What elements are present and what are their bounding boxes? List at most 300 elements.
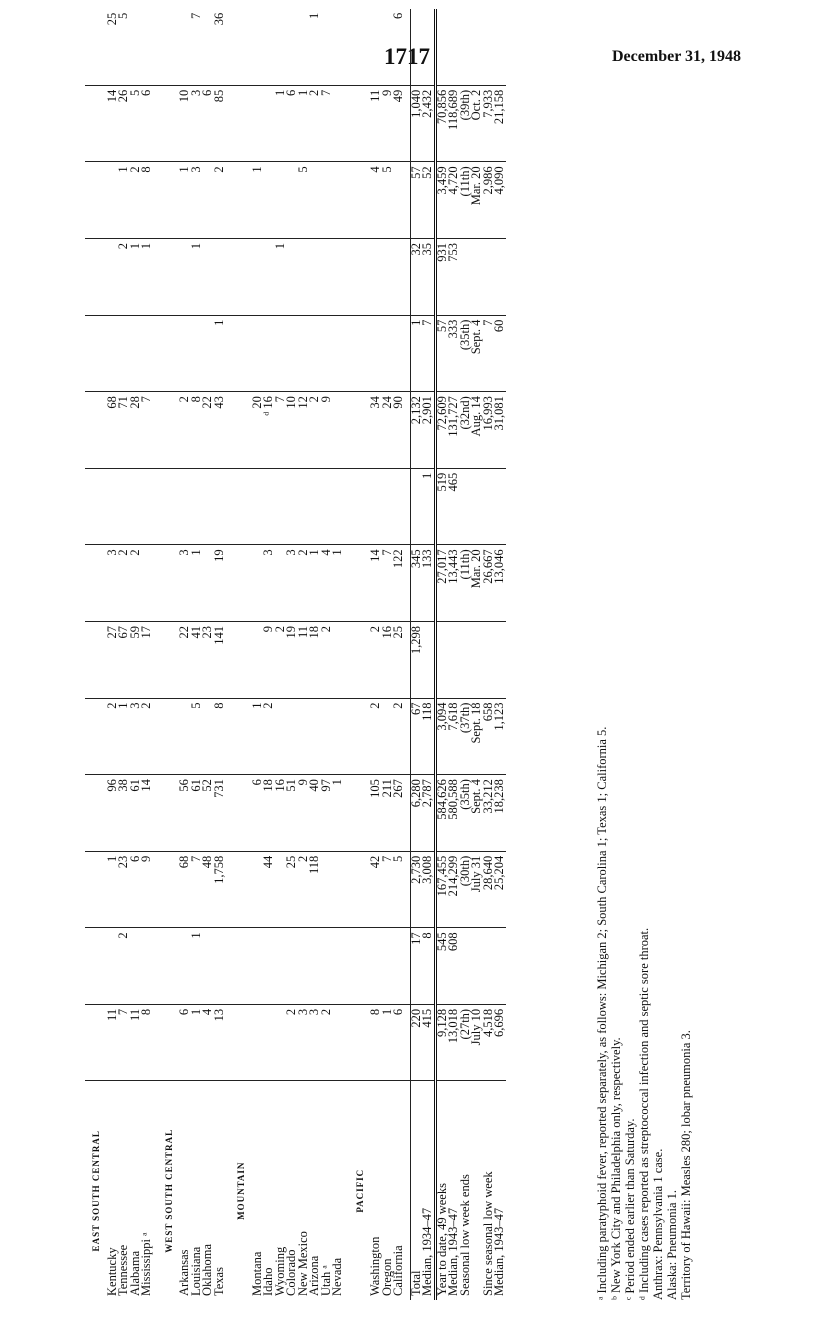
empty-cell [158, 621, 180, 698]
table-cell: 6 [252, 775, 264, 852]
table-cell [252, 238, 264, 315]
table-cell [370, 315, 382, 392]
empty-cell [230, 162, 252, 239]
table-cell: 71 [118, 392, 130, 469]
section-title: MOUNTAIN [236, 1161, 246, 1220]
table-cell: 1 [107, 851, 119, 928]
cumulative-row [471, 9, 483, 1300]
section-title: PACIFIC [354, 1168, 365, 1213]
empty-cell [85, 851, 107, 928]
row-label: Texas [211, 1267, 226, 1296]
table-cell: 70,856 [435, 85, 448, 162]
table-cell [483, 468, 495, 545]
table-cell [286, 698, 298, 775]
table-cell: Sept. 4 [471, 315, 483, 392]
table-cell [460, 468, 472, 545]
state-row [309, 9, 321, 1300]
table-cell [309, 928, 321, 1005]
state-row [286, 9, 298, 1300]
table-cell [130, 928, 142, 1005]
table-cell: 67 [410, 698, 422, 775]
table-cell: 20 [252, 392, 264, 469]
empty-cell [230, 315, 252, 392]
table-cell [275, 1004, 287, 1081]
table-cell: 1,040 [410, 85, 422, 162]
table-cell: 5 [298, 162, 310, 239]
table-cell [298, 928, 310, 1005]
table-cell: 16 [382, 621, 394, 698]
total-row [410, 9, 422, 1300]
table-cell: 12 [298, 392, 310, 469]
table-cell: 1 [191, 1004, 203, 1081]
table-cell: 23 [202, 621, 214, 698]
footnote: ᵇ New York City and Philadelphia only, respectively. [609, 1037, 623, 1300]
table-cell: 6 [141, 85, 153, 162]
section-header-row [158, 9, 180, 1300]
table-cell: 118 [422, 698, 435, 775]
table-cell [471, 238, 483, 315]
table-cell: 23 [118, 851, 130, 928]
row-label: Median, 1943–47 [492, 1207, 506, 1296]
table-cell [309, 238, 321, 315]
cumulative-row [483, 9, 495, 1300]
table-cell: 1 [410, 315, 422, 392]
table-cell: (35th) [460, 775, 472, 852]
table-cell: (39th) [460, 85, 472, 162]
table-cell: 6 [202, 85, 214, 162]
row-label: Since seasonal low week [480, 1171, 495, 1296]
empty-cell [158, 851, 180, 928]
empty-cell [349, 545, 371, 622]
table-cell: 3 [179, 545, 191, 622]
table-cell [286, 9, 298, 86]
table-cell: 1 [309, 9, 321, 86]
table-cell: 2 [321, 1004, 333, 1081]
table-cell [410, 468, 422, 545]
table-cell [252, 468, 264, 545]
row-label: California [391, 1245, 405, 1296]
table-cell: 11 [130, 1004, 142, 1081]
table-cell [309, 162, 321, 239]
table-cell: 25 [107, 9, 119, 86]
table-cell [460, 9, 472, 86]
table-cell [130, 468, 142, 545]
table-cell [483, 238, 495, 315]
table-cell [263, 9, 275, 86]
table-cell [202, 315, 214, 392]
table-cell [370, 9, 382, 86]
table-cell [202, 468, 214, 545]
total-row [422, 9, 435, 1300]
table-cell: 7,933 [483, 85, 495, 162]
table-cell [298, 468, 310, 545]
table-cell: 931 [435, 238, 448, 315]
row-label: Alabama [127, 1250, 142, 1296]
state-row [321, 9, 333, 1300]
table-cell: 5 [382, 162, 394, 239]
table-cell: 519 [435, 468, 448, 545]
table-cell: 4 [321, 545, 333, 622]
empty-cell [349, 851, 371, 928]
table-cell: 60 [494, 315, 506, 392]
table-cell [298, 238, 310, 315]
table-cell: 7 [275, 392, 287, 469]
table-cell: (37th) [460, 698, 472, 775]
table-cell: 2 [309, 85, 321, 162]
table-cell [191, 468, 203, 545]
table-cell: 26 [118, 85, 130, 162]
empty-cell [230, 621, 252, 698]
table-cell: 16 [275, 775, 287, 852]
empty-cell [158, 85, 180, 162]
table-cell: 2 [321, 621, 333, 698]
table-cell [332, 468, 344, 545]
table-cell: 40 [309, 775, 321, 852]
table-cell: 72,609 [435, 392, 448, 469]
table-cell: 2,901 [422, 392, 435, 469]
table-cell [483, 928, 495, 1005]
table-cell [214, 238, 226, 315]
table-cell [179, 468, 191, 545]
table-cell [321, 162, 333, 239]
table-cell [321, 698, 333, 775]
table-cell: 3 [130, 698, 142, 775]
table-cell: 33,212 [483, 775, 495, 852]
table-cell: 1 [191, 928, 203, 1005]
table-cell: 9 [298, 775, 310, 852]
table-cell: 18,238 [494, 775, 506, 852]
table-cell: 1 [382, 1004, 394, 1081]
footnote: ᶜ Period ended earlier than Saturday. [623, 1118, 637, 1300]
empty-cell [349, 928, 371, 1005]
table-cell [382, 9, 394, 86]
table-cell: 7 [483, 315, 495, 392]
empty-cell [230, 775, 252, 852]
table-cell: 4 [202, 1004, 214, 1081]
table-cell: 753 [448, 238, 460, 315]
table-cell: 17 [410, 928, 422, 1005]
state-row [107, 9, 119, 1300]
table-cell: 1,298 [410, 621, 422, 698]
table-cell: 465 [448, 468, 460, 545]
table-cell [422, 621, 435, 698]
table-cell: (32nd) [460, 392, 472, 469]
table-cell: 11 [298, 621, 310, 698]
table-cell [370, 928, 382, 1005]
table-cell [382, 315, 394, 392]
table-cell: 17 [141, 621, 153, 698]
table-cell [191, 315, 203, 392]
empty-cell [158, 775, 180, 852]
empty-cell [85, 162, 107, 239]
table-cell: 333 [448, 315, 460, 392]
table-cell: 9 [321, 392, 333, 469]
table-cell [252, 1004, 264, 1081]
table-cell [286, 315, 298, 392]
table-cell: 7 [382, 851, 394, 928]
state-row [382, 9, 394, 1300]
row-label: Kentucky [104, 1247, 119, 1296]
row-label: Median, 1943–47 [446, 1207, 460, 1296]
page-number: 1717 [384, 44, 430, 69]
table-cell: Mar. 20 [471, 545, 483, 622]
table-cell [179, 315, 191, 392]
table-cell [332, 238, 344, 315]
table-cell: 5 [191, 698, 203, 775]
table-cell [275, 928, 287, 1005]
row-label: Arkansas [177, 1249, 191, 1296]
table-cell: 32 [410, 238, 422, 315]
table-cell: 118,689 [448, 85, 460, 162]
table-cell [263, 162, 275, 239]
row-label: Montana [249, 1251, 264, 1296]
table-cell: 7 [141, 392, 153, 469]
table-cell [494, 9, 506, 86]
table-cell: 2 [214, 162, 226, 239]
table-cell [179, 928, 191, 1005]
table-cell: 22 [179, 621, 191, 698]
empty-cell [230, 392, 252, 469]
table-cell: 13,046 [494, 545, 506, 622]
table-cell: 6,280 [410, 775, 422, 852]
state-row [191, 9, 203, 1300]
table-cell: 24 [382, 392, 394, 469]
table-cell [393, 315, 405, 392]
empty-cell [158, 468, 180, 545]
table-cell [252, 928, 264, 1005]
row-label: Mississippi ᵃ [139, 1232, 153, 1296]
table-cell: 13,018 [448, 1004, 460, 1081]
table-cell: 1 [118, 698, 130, 775]
table-cell: 52 [202, 775, 214, 852]
table-cell [448, 621, 460, 698]
table-cell: 8 [214, 698, 226, 775]
empty-cell [230, 928, 252, 1005]
table-cell [382, 468, 394, 545]
table-cell: 2 [263, 698, 275, 775]
table-cell [435, 9, 448, 86]
table-cell: 4 [370, 162, 382, 239]
table-cell: 2,132 [410, 392, 422, 469]
empty-cell [158, 315, 180, 392]
page-date: December 31, 1948 [612, 48, 741, 65]
cumulative-row [435, 9, 448, 1300]
table-cell: 122 [393, 545, 405, 622]
table-cell [382, 928, 394, 1005]
table-cell: 7 [118, 1004, 130, 1081]
table-cell [332, 9, 344, 86]
table-cell [382, 238, 394, 315]
state-row [263, 9, 275, 1300]
table-cell [252, 85, 264, 162]
table-cell: ᵈ 16 [263, 392, 275, 469]
table-cell: 2 [370, 698, 382, 775]
table-cell [118, 468, 130, 545]
table-cell: 9 [141, 851, 153, 928]
table-cell: 2 [179, 392, 191, 469]
table-cell: 31,081 [494, 392, 506, 469]
table-cell [252, 315, 264, 392]
empty-cell [230, 545, 252, 622]
table-cell: 141 [214, 621, 226, 698]
table-cell [332, 85, 344, 162]
table-cell: 26,667 [483, 545, 495, 622]
table-cell: 2 [393, 698, 405, 775]
footnote: ᵈ Including cases reported as streptococcal infection and septic sore throat. [637, 927, 651, 1300]
table-cell [275, 545, 287, 622]
table-cell: 8 [370, 1004, 382, 1081]
table-cell: 4,720 [448, 162, 460, 239]
state-row [118, 9, 130, 1300]
table-cell: 545 [435, 928, 448, 1005]
table-cell: 5 [130, 85, 142, 162]
table-cell: 1 [214, 315, 226, 392]
table-cell: 6 [393, 9, 405, 86]
empty-cell [349, 162, 371, 239]
table-cell [252, 9, 264, 86]
table-cell: 57 [410, 162, 422, 239]
table-cell: 22 [202, 392, 214, 469]
table-cell: 1,758 [214, 851, 226, 928]
table-cell: 1 [191, 238, 203, 315]
table-cell: 3 [107, 545, 119, 622]
empty-cell [158, 1004, 180, 1081]
empty-cell [85, 621, 107, 698]
table-cell: 43 [214, 392, 226, 469]
state-row [275, 9, 287, 1300]
section-header-row [230, 9, 252, 1300]
disease-table [85, 9, 506, 1300]
table-cell [393, 162, 405, 239]
table-cell [393, 468, 405, 545]
table-cell [483, 621, 495, 698]
table-cell: 6,696 [494, 1004, 506, 1081]
table-cell [309, 468, 321, 545]
table-cell: (11th) [460, 545, 472, 622]
table-cell [141, 9, 153, 86]
empty-cell [349, 392, 371, 469]
table-cell: 6 [286, 85, 298, 162]
table-cell: 44 [263, 851, 275, 928]
table-cell: 9,128 [435, 1004, 448, 1081]
row-label: Year to date, 49 weeks [435, 1081, 448, 1300]
table-cell: 59 [130, 621, 142, 698]
table-cell: 2 [286, 1004, 298, 1081]
table-cell [263, 238, 275, 315]
table-cell: (35th) [460, 315, 472, 392]
table-cell: 7 [382, 545, 394, 622]
table-cell: 3 [263, 545, 275, 622]
table-cell [141, 468, 153, 545]
table-cell: 27 [107, 621, 119, 698]
empty-cell [230, 238, 252, 315]
table-cell: 61 [191, 775, 203, 852]
table-cell: 2 [275, 621, 287, 698]
table-cell: 7 [422, 315, 435, 392]
footnote: Anthrax: Pennsylvania 1 case. [651, 1148, 665, 1300]
table-cell [422, 9, 435, 86]
table-cell [321, 468, 333, 545]
empty-cell [349, 621, 371, 698]
table-cell: (27th) [460, 1004, 472, 1081]
row-label: Tennessee [116, 1244, 130, 1296]
table-cell [460, 238, 472, 315]
state-row [332, 9, 344, 1300]
table-cell: 14 [107, 85, 119, 162]
table-cell [460, 928, 472, 1005]
table-cell: 41 [191, 621, 203, 698]
table-cell: 3,459 [435, 162, 448, 239]
table-cell [471, 9, 483, 86]
table-cell: Oct. 2 [471, 85, 483, 162]
table-cell: 13,443 [448, 545, 460, 622]
table-cell: 8 [141, 162, 153, 239]
row-label: Oregon [379, 1258, 394, 1296]
empty-cell [230, 468, 252, 545]
empty-cell [85, 1004, 107, 1081]
table-cell: 1 [298, 85, 310, 162]
row-label: Seasonal low week ends [457, 1174, 472, 1296]
table-cell: 7 [191, 851, 203, 928]
table-cell [286, 468, 298, 545]
table-cell: 1 [422, 468, 435, 545]
empty-cell [158, 9, 180, 86]
table-cell [263, 85, 275, 162]
row-label: Washington [368, 1236, 382, 1296]
table-cell [107, 315, 119, 392]
table-cell: 3 [298, 1004, 310, 1081]
table-cell [252, 621, 264, 698]
cumulative-row [494, 9, 506, 1300]
table-cell: 3,008 [422, 851, 435, 928]
table-cell: 1 [252, 698, 264, 775]
section-title: EAST SOUTH CENTRAL [91, 1130, 101, 1252]
empty-cell [85, 238, 107, 315]
table-cell [298, 9, 310, 86]
table-cell [214, 928, 226, 1005]
table-cell [332, 621, 344, 698]
table-cell: 36 [214, 9, 226, 86]
table-cell [471, 621, 483, 698]
table-cell: 7 [191, 9, 203, 86]
table-cell: July 31 [471, 851, 483, 928]
table-cell: 10 [286, 392, 298, 469]
table-cell [370, 238, 382, 315]
table-cell [471, 468, 483, 545]
table-cell: 267 [393, 775, 405, 852]
table-cell: 2,730 [410, 851, 422, 928]
empty-cell [349, 315, 371, 392]
table-cell: 1 [141, 238, 153, 315]
table-cell: 2 [141, 698, 153, 775]
row-label: Louisiana [188, 1246, 203, 1296]
table-cell [118, 315, 130, 392]
table-cell: 21,158 [494, 85, 506, 162]
table-cell: 13 [214, 1004, 226, 1081]
table-cell: 9 [263, 621, 275, 698]
empty-cell [85, 928, 107, 1005]
table-cell [332, 162, 344, 239]
table-cell: 14 [370, 545, 382, 622]
table-cell: 6 [130, 851, 142, 928]
table-cell: 2 [118, 928, 130, 1005]
state-row [202, 9, 214, 1300]
table-cell: 11 [370, 85, 382, 162]
empty-cell [85, 775, 107, 852]
table-cell [275, 698, 287, 775]
table-cell [494, 238, 506, 315]
table-cell [263, 468, 275, 545]
